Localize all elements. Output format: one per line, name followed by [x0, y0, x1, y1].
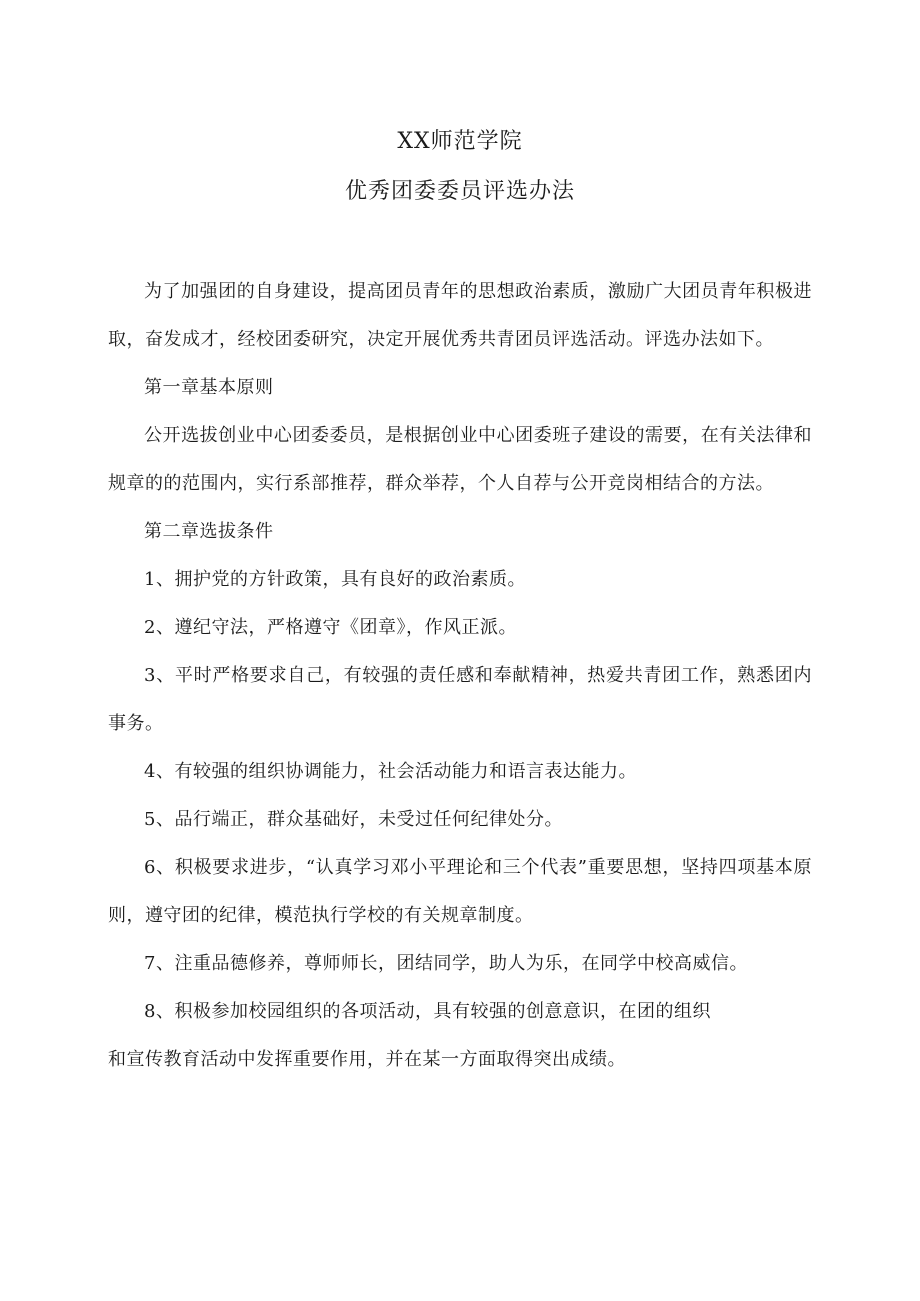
condition-item-2: 2、遵纪守法，严格遵守《团章》，作风正派。	[144, 617, 517, 638]
condition-item-8-continued: 和宣传教育活动中发挥重要作用，并在某一方面取得突出成绩。	[108, 1049, 626, 1070]
document-title-line2: 优秀团委委员评选办法	[344, 179, 575, 204]
condition-item-4: 4、有较强的组织协调能力，社会活动能力和语言表达能力。	[144, 761, 637, 782]
condition-item-1: 1、拥护党的方针政策，具有良好的政治素质。	[144, 569, 526, 590]
intro-paragraph: 为了加强团的自身建设，提高团员青年的思想政治素质，激励广大团员青年积极进取，奋发成才，经校团委研究，决定开展优秀共青团员评选活动。评选办法如下。	[108, 281, 812, 350]
condition-item-6: 6、积极要求进步，“认真学习邓小平理论和三个代表”重要思想，坚持四项基本原则，遵守团的纪律，模范执行学校的有关规章制度。	[108, 857, 812, 926]
document-title-line1: XX师范学院	[397, 129, 523, 154]
condition-item-5: 5、品行端正，群众基础好，未受过任何纪律处分。	[144, 809, 563, 830]
chapter-1-heading: 第一章基本原则	[144, 377, 274, 398]
condition-item-8: 8、积极参加校园组织的各项活动，具有较强的创意意识，在团的组织	[144, 1001, 711, 1022]
condition-item-7: 7、注重品德修养，尊师师长，团结同学，助人为乐，在同学中校高威信。	[144, 953, 748, 974]
document-body	[108, 268, 812, 1084]
chapter-2-heading: 第二章选拔条件	[144, 521, 274, 542]
chapter-1-paragraph: 公开选拔创业中心团委委员，是根据创业中心团委班子建设的需要，在有关法律和规章的的范围内，实行系部推荐，群众举荐，个人自荐与公开竞岗相结合的方法。	[108, 425, 812, 494]
condition-item-3: 3、平时严格要求自己，有较强的责任感和奉献精神，热爱共青团工作，熟悉团内事务。	[108, 665, 812, 734]
